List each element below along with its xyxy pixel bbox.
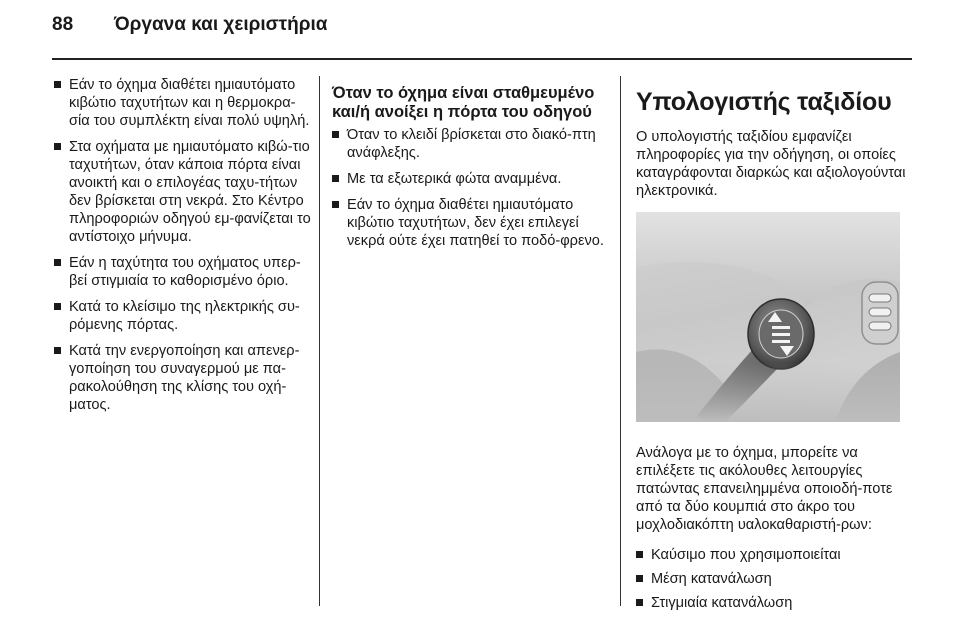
list-item: Καύσιμο που χρησιμοποιείται	[636, 546, 906, 564]
bullet-square-icon	[54, 303, 61, 310]
bullet-square-icon	[636, 551, 643, 558]
header-divider	[52, 58, 912, 60]
list-item: Εάν το όχημα διαθέτει ημιαυτόματο κιβώτιο ταχυτήτων και η θερμοκρα-σία του συμπλέκτη είναι πολύ υψηλή.	[54, 76, 312, 130]
list-item: Στα οχήματα με ημιαυτόματο κιβώ-τιο ταχυτήτων, όταν κάποια πόρτα είναι ανοικτή και ο επιλογέας ταχυ-τήτων δεν βρίσκεται στη νεκρά. Στο Κέντρο πληροφοριών οδηγού εμ-φανίζεται το αντίστοιχο μήνυμα.	[54, 138, 312, 246]
column-3	[636, 88, 906, 618]
list-item: Όταν το κλειδί βρίσκεται στο διακό-πτη ανάφλεξης.	[332, 126, 606, 162]
intro-paragraph: Ο υπολογιστής ταξιδίου εμφανίζει πληροφορίες για την οδήγηση, οι οποίες καταγράφονται διαρκώς και αξιολογούνται ηλεκτρονικά.	[636, 129, 906, 199]
list-item: Κατά το κλείσιμο της ηλεκτρικής συ-ρόμενης πόρτας.	[54, 298, 312, 334]
bullet-square-icon	[54, 81, 61, 88]
bullet-list	[332, 126, 606, 250]
section-title: Όργανα και χειριστήρια	[114, 14, 328, 35]
list-item: Εάν το όχημα διαθέτει ημιαυτόματο κιβώτιο ταχυτήτων, δεν έχει επιλεγεί νεκρά ούτε έχει πατηθεί το ποδό-φρενο.	[332, 196, 606, 250]
bullet-square-icon	[636, 599, 643, 606]
subheading: Όταν το όχημα είναι σταθμευμένο και/ή ανοίξει η πόρτα του οδηγού	[332, 84, 595, 121]
section-heading: Υπολογιστής ταξιδίου	[636, 88, 892, 116]
bullet-square-icon	[332, 131, 339, 138]
bullet-list	[636, 546, 906, 612]
list-item: Με τα εξωτερικά φώτα αναμμένα.	[332, 170, 606, 188]
bullet-list	[54, 76, 312, 414]
page-number: 88	[52, 14, 74, 35]
column-1	[54, 76, 312, 422]
bullet-square-icon	[54, 143, 61, 150]
list-item: Στιγμιαία κατανάλωση	[636, 594, 906, 612]
bullet-square-icon	[332, 175, 339, 182]
bullet-square-icon	[54, 259, 61, 266]
bullet-square-icon	[54, 347, 61, 354]
list-item: Εάν η ταχύτητα του οχήματος υπερ-βεί στιγμιαία το καθορισμένο όριο.	[54, 254, 312, 290]
list-item: Κατά την ενεργοποίηση και απενερ-γοποίηση του συναγερμού με πα-ρακολούθηση της κλίσης του οχή-ματος.	[54, 342, 312, 414]
wiper-lever-photo	[636, 212, 900, 422]
column-2	[332, 84, 606, 258]
bullet-square-icon	[636, 575, 643, 582]
list-item: Μέση κατανάλωση	[636, 570, 906, 588]
column-divider-right	[620, 76, 621, 606]
bullet-square-icon	[332, 201, 339, 208]
column-divider-left	[319, 76, 320, 606]
page-header	[52, 14, 912, 46]
body-paragraph: Ανάλογα με το όχημα, μπορείτε να επιλέξετε τις ακόλουθες λειτουργίες πατώντας επανειλημμένα οποιοδή-ποτε από τα δύο κουμπιά στο άκρο του μοχλοδιακόπτη υαλοκαθαριστή-ρων:	[636, 445, 893, 533]
